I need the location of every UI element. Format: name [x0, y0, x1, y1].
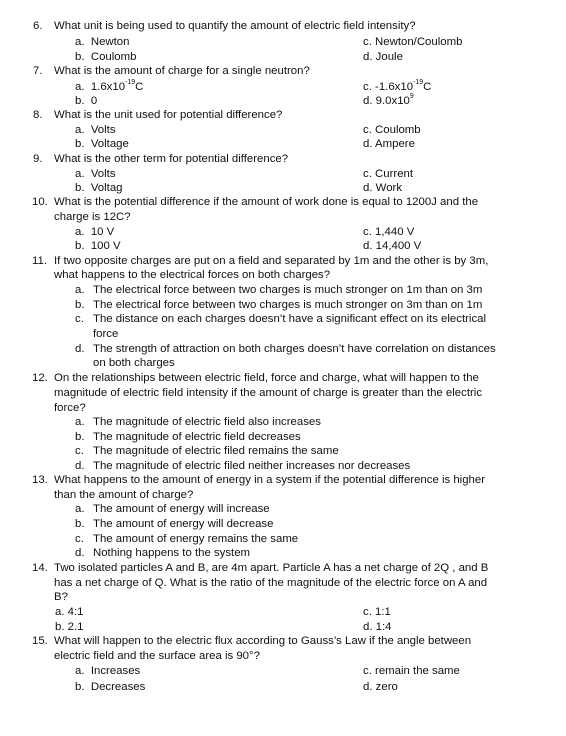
option-text: The magnitude of electric field also increases — [93, 416, 321, 428]
option-text: The amount of energy will decrease — [93, 518, 274, 530]
question-number: 11. — [32, 255, 47, 267]
option-item: c. 1:1 — [363, 606, 391, 618]
option-item: d. zero — [363, 681, 398, 693]
question-text: Two isolated particles A and B, are 4m apart. Particle A has a net charge of 2Q , and B — [54, 562, 489, 574]
question-number: 8. — [33, 109, 43, 121]
question-text: charge is 12C? — [54, 211, 131, 223]
question-text: than the amount of charge? — [54, 489, 194, 501]
option-text: The magnitude of electric field decreases — [93, 431, 301, 443]
option-letter: d. — [75, 343, 85, 355]
question-text: On the relationships between electric field, force and charge, what will happen to the — [54, 372, 479, 384]
option-item: b. 0 — [75, 95, 98, 107]
question-text: If two opposite charges are put on a field and separated by 1m and the other is by 3m, — [54, 255, 489, 267]
option-item: c. Current — [363, 168, 414, 180]
option-text: on both charges — [93, 357, 175, 369]
question-number: 7. — [33, 65, 43, 77]
question-text: electric field and the surface area is 90°? — [54, 650, 260, 662]
question-text: what happens to the electrical forces on both charges? — [54, 269, 331, 281]
option-text: The magnitude of electric filed neither increases nor decreases — [93, 460, 411, 472]
option-letter: b. — [75, 518, 85, 530]
question-number: 13. — [32, 474, 48, 486]
option-item: c. $-1.6x10^{-19}C$ — [363, 79, 432, 93]
option-item: d. $9.0x10^9$ — [363, 93, 414, 107]
option-item: a. Volts — [75, 124, 116, 136]
option-letter: a. — [75, 284, 85, 296]
option-letter: b. — [75, 431, 85, 443]
option-letter: c. — [75, 313, 84, 325]
question-number: 9. — [33, 153, 43, 165]
option-item: c. Coulomb — [363, 124, 421, 136]
option-text: The distance on each charges doesn’t have a significant effect on its electrical — [93, 313, 486, 325]
question-text: What will happen to the electric flux according to Gauss’s Law if the angle between — [54, 635, 472, 647]
question-text: magnitude of electric field intensity if the amount of charge is greater than the electric — [54, 387, 483, 399]
option-item: b. 100 V — [75, 240, 121, 252]
question-text: force? — [54, 402, 86, 414]
question-number: 14. — [32, 562, 48, 574]
option-item: a. $1.6x10^{-19}C$ — [75, 79, 144, 93]
option-item: d. Work — [363, 182, 403, 194]
option-item: a. Newton — [75, 36, 130, 48]
option-item: d. Ampere — [363, 138, 415, 150]
option-item: b. 2.1 — [55, 621, 84, 633]
option-text: Nothing happens to the system — [93, 547, 251, 559]
option-item: c. Newton/Coulomb — [363, 36, 463, 48]
option-text: The magnitude of electric filed remains the same — [93, 445, 339, 457]
option-item: a. 10 V — [75, 226, 115, 238]
question-text: What is the unit used for potential difference? — [54, 109, 283, 121]
option-text: The amount of energy remains the same — [93, 533, 299, 545]
question-text: B? — [54, 591, 68, 603]
option-text: force — [93, 328, 119, 340]
option-item: d. 1:4 — [363, 621, 392, 633]
option-item: d. 14,400 V — [363, 240, 422, 252]
option-text: The electrical force between two charges is much stronger on 1m than on 3m — [93, 284, 483, 296]
option-item: c. 1,440 V — [363, 226, 415, 238]
question-number: 15. — [32, 635, 48, 647]
question-text: What is the potential difference if the amount of work done is equal to 1200J and the — [54, 196, 479, 208]
option-text: The amount of energy will increase — [93, 503, 270, 515]
option-item: a. Increases — [75, 665, 141, 677]
option-item: b. Decreases — [75, 681, 146, 693]
option-item: b. Voltag — [75, 182, 123, 194]
option-item: c. remain the same — [363, 665, 460, 677]
question-text: What is the other term for potential difference? — [54, 153, 289, 165]
question-text: has a net charge of Q. What is the ratio of the magnitude of the electric force on A and — [54, 577, 488, 589]
option-text: The strength of attraction on both charges doesn’t have correlation on distances — [93, 343, 496, 355]
question-number: 12. — [32, 372, 48, 384]
option-letter: b. — [75, 299, 85, 311]
option-item: a. 4:1 — [55, 606, 84, 618]
option-letter: d. — [75, 460, 85, 472]
question-text: What is the amount of charge for a single neutron? — [54, 65, 310, 77]
option-text: The electrical force between two charges is much stronger on 3m than on 1m — [93, 299, 483, 311]
option-letter: a. — [75, 503, 85, 515]
option-letter: c. — [75, 445, 84, 457]
option-item: a. Volts — [75, 168, 116, 180]
question-number: 6. — [33, 20, 43, 32]
option-item: b. Voltage — [75, 138, 129, 150]
question-number: 10. — [32, 196, 48, 208]
option-item: d. Joule — [363, 51, 403, 63]
option-letter: a. — [75, 416, 85, 428]
question-text: What unit is being used to quantify the amount of electric field intensity? — [54, 20, 416, 32]
option-letter: c. — [75, 533, 84, 545]
question-text: What happens to the amount of energy in a system if the potential difference is higher — [54, 474, 485, 486]
option-letter: d. — [75, 547, 85, 559]
option-item: b. Coulomb — [75, 51, 137, 63]
